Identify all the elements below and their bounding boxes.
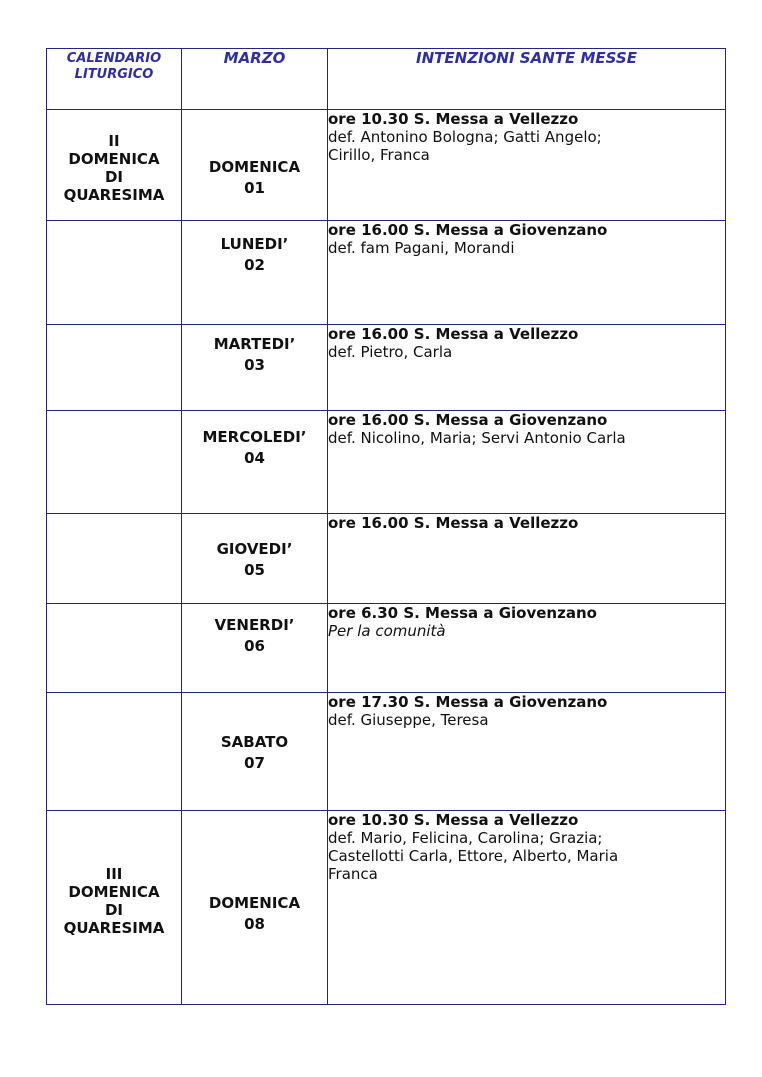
liturgical-line: III: [105, 865, 123, 883]
liturgical-line: QUARESIMA: [63, 186, 165, 204]
header-liturgical-line2: LITURGICO: [74, 67, 154, 82]
liturgical-line: DOMENICA: [68, 150, 160, 168]
day-cell: [182, 811, 328, 1005]
day-name: DOMENICA: [208, 158, 301, 176]
mass-time-location: ore 16.00 S. Messa a Vellezzo: [328, 325, 579, 343]
day-number: 04: [244, 449, 265, 467]
header-row: [47, 49, 726, 110]
day-number: 08: [244, 915, 265, 933]
liturgical-line: II: [108, 132, 120, 150]
intention-cell: [328, 693, 726, 811]
header-mass-intentions: INTENZIONI SANTE MESSE: [328, 49, 726, 110]
intention-notes: def. Giuseppe, Teresa: [328, 711, 489, 729]
day-number: 02: [244, 256, 265, 274]
header-liturgical-line1: CALENDARIO: [66, 51, 162, 66]
day-name: MARTEDI’: [213, 335, 296, 353]
day-number: 05: [244, 561, 265, 579]
liturgical-line: DOMENICA: [68, 883, 160, 901]
day-cell: [182, 693, 328, 811]
mass-time-location: ore 16.00 S. Messa a Vellezzo: [328, 514, 579, 532]
day-name: SABATO: [220, 733, 289, 751]
day-cell: [182, 221, 328, 325]
liturgical-cell: [47, 325, 182, 411]
table-row: [47, 514, 726, 604]
mass-time-location: ore 10.30 S. Messa a Vellezzo: [328, 811, 579, 829]
intention-cell: [328, 110, 726, 221]
intention-cell: [328, 325, 726, 411]
intention-notes: def. Mario, Felicina, Carolina; Grazia;: [328, 829, 603, 847]
intention-cell: [328, 221, 726, 325]
intention-notes: def. Nicolino, Maria; Servi Antonio Carla: [328, 429, 626, 447]
table-row: [47, 693, 726, 811]
header-month: MARZO: [182, 49, 328, 110]
day-number: 03: [244, 356, 265, 374]
day-name: GIOVEDI’: [216, 540, 293, 558]
intention-cell: [328, 604, 726, 693]
intention-cell: [328, 811, 726, 1005]
day-cell: [182, 411, 328, 514]
liturgical-cell: [47, 514, 182, 604]
mass-time-location: ore 17.30 S. Messa a Giovenzano: [328, 693, 608, 711]
day-number: 06: [244, 637, 265, 655]
day-name: LUNEDI’: [220, 235, 289, 253]
day-number: 07: [244, 754, 265, 772]
header-liturgical-calendar: [47, 49, 182, 110]
liturgical-cell: [47, 110, 182, 221]
table-row: [47, 325, 726, 411]
liturgical-cell: [47, 221, 182, 325]
table-row: [47, 604, 726, 693]
day-cell: [182, 604, 328, 693]
intention-notes: def. Antonino Bologna; Gatti Angelo;: [328, 128, 602, 146]
intention-cell: [328, 411, 726, 514]
day-name: VENERDI’: [214, 616, 295, 634]
day-name: MERCOLEDI’: [202, 428, 307, 446]
mass-time-location: ore 6.30 S. Messa a Giovenzano: [328, 604, 597, 622]
intention-notes: Franca: [328, 865, 378, 883]
liturgical-line: DI: [104, 901, 124, 919]
liturgical-cell: [47, 693, 182, 811]
mass-time-location: ore 10.30 S. Messa a Vellezzo: [328, 110, 579, 128]
mass-time-location: ore 16.00 S. Messa a Giovenzano: [328, 221, 608, 239]
intention-notes: def. fam Pagani, Morandi: [328, 239, 515, 257]
day-cell: [182, 514, 328, 604]
intention-notes: def. Pietro, Carla: [328, 343, 453, 361]
intention-notes: Per la comunità: [328, 622, 446, 640]
day-cell: [182, 110, 328, 221]
liturgical-cell: [47, 411, 182, 514]
table-row: [47, 110, 726, 221]
mass-calendar-table: [46, 48, 726, 1005]
table-row: [47, 221, 726, 325]
table-row: [47, 811, 726, 1005]
day-cell: [182, 325, 328, 411]
day-name: DOMENICA: [208, 894, 301, 912]
liturgical-cell: [47, 604, 182, 693]
liturgical-line: DI: [104, 168, 124, 186]
intention-cell: [328, 514, 726, 604]
intention-notes: Cirillo, Franca: [328, 146, 430, 164]
mass-time-location: ore 16.00 S. Messa a Giovenzano: [328, 411, 608, 429]
table-row: [47, 411, 726, 514]
liturgical-cell: [47, 811, 182, 1005]
day-number: 01: [244, 179, 265, 197]
intention-notes: Castellotti Carla, Ettore, Alberto, Maria: [328, 847, 619, 865]
liturgical-line: QUARESIMA: [63, 919, 165, 937]
